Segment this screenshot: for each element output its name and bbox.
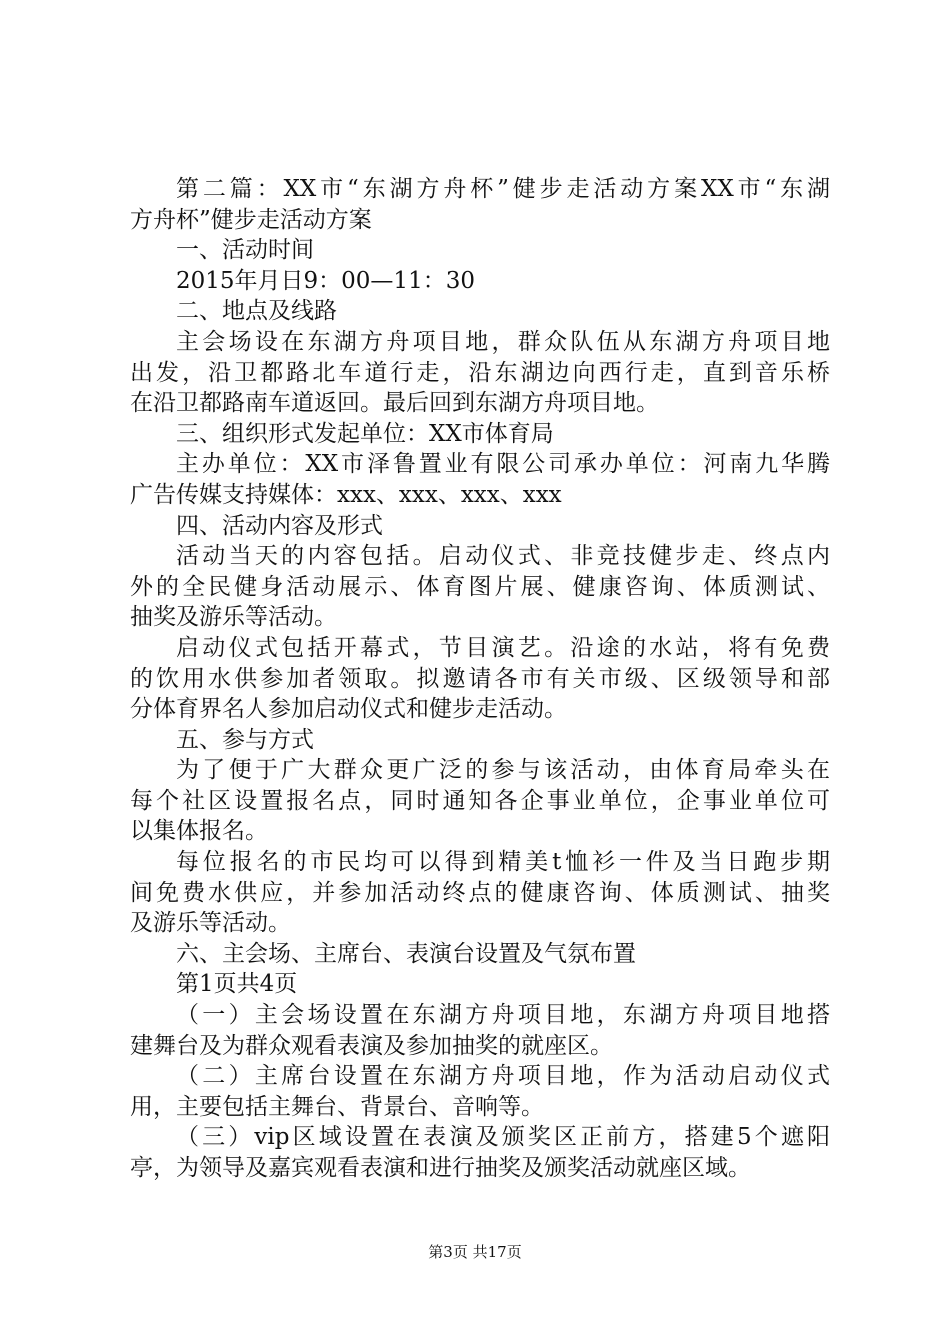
- page-footer: 第3页 共17页: [428, 1243, 522, 1261]
- text-line: 出发，沿卫都路北车道行走，沿东湖边向西行走，直到音乐桥: [130, 359, 830, 386]
- text-line: 抽奖及游乐等活动。: [130, 604, 337, 631]
- text-line: 每位报名的市民均可以得到精美t恤衫一件及当日跑步期: [176, 849, 830, 876]
- text-line: 一、活动时间: [176, 237, 314, 264]
- document-body: [130, 174, 830, 1184]
- text-line: 第1页共4页: [176, 971, 298, 998]
- text-line: 外的全民健身活动展示、体育图片展、健康咨询、体质测试、: [130, 573, 830, 600]
- text-line: 五、参与方式: [176, 726, 314, 753]
- text-line: 启动仪式包括开幕式，节目演艺。沿途的水站，将有免费: [176, 634, 830, 661]
- text-line: 六、主会场、主席台、表演台设置及气氛布置: [176, 940, 636, 967]
- text-line: 方舟杯”健步走活动方案: [130, 206, 372, 233]
- text-line: （二）主席台设置在东湖方舟项目地，作为活动启动仪式: [176, 1063, 830, 1090]
- text-line: 以集体报名。: [130, 818, 268, 845]
- text-line: （一）主会场设置在东湖方舟项目地，东湖方舟项目地搭: [176, 1002, 830, 1029]
- text-line: 在沿卫都路南车道返回。最后回到东湖方舟项目地。: [130, 390, 659, 417]
- text-line: 四、活动内容及形式: [176, 512, 383, 539]
- text-line: 每个社区设置报名点，同时通知各企事业单位，企事业单位可: [130, 787, 830, 814]
- text-line: 三、组织形式发起单位：XX市体育局: [176, 420, 554, 447]
- text-line: （三）vip区域设置在表演及颁奖区正前方，搭建5个遮阳: [176, 1124, 830, 1151]
- text-line: 为了便于广大群众更广泛的参与该活动，由体育局牵头在: [176, 757, 830, 784]
- text-line: 主办单位：XX市泽鲁置业有限公司承办单位：河南九华腾: [176, 451, 830, 478]
- text-line: 亭，为领导及嘉宾观看表演和进行抽奖及颁奖活动就座区域。: [130, 1155, 751, 1181]
- text-line: 间免费水供应，并参加活动终点的健康咨询、体质测试、抽奖: [130, 879, 830, 906]
- text-line: 建舞台及为群众观看表演及参加抽奖的就座区。: [130, 1032, 613, 1059]
- text-line: 分体育界名人参加启动仪式和健步走活动。: [130, 696, 567, 723]
- text-line: 二、地点及线路: [176, 298, 337, 325]
- text-line: 活动当天的内容包括。启动仪式、非竞技健步走、终点内: [176, 543, 830, 570]
- text-line: 广告传媒支持媒体：xxx、xxx、xxx、xxx: [130, 481, 562, 508]
- text-line: 的饮用水供参加者领取。拟邀请各市有关市级、区级领导和部: [130, 665, 830, 692]
- text-line: 主会场设在东湖方舟项目地，群众队伍从东湖方舟项目地: [176, 328, 830, 355]
- text-line: 用，主要包括主舞台、背景台、音响等。: [130, 1093, 544, 1120]
- text-line: 及游乐等活动。: [130, 910, 291, 937]
- text-line: 2015年月日9：00—11：30: [176, 267, 475, 294]
- text-line: 第二篇：XX市“东湖方舟杯”健步走活动方案XX市“东湖: [176, 176, 830, 202]
